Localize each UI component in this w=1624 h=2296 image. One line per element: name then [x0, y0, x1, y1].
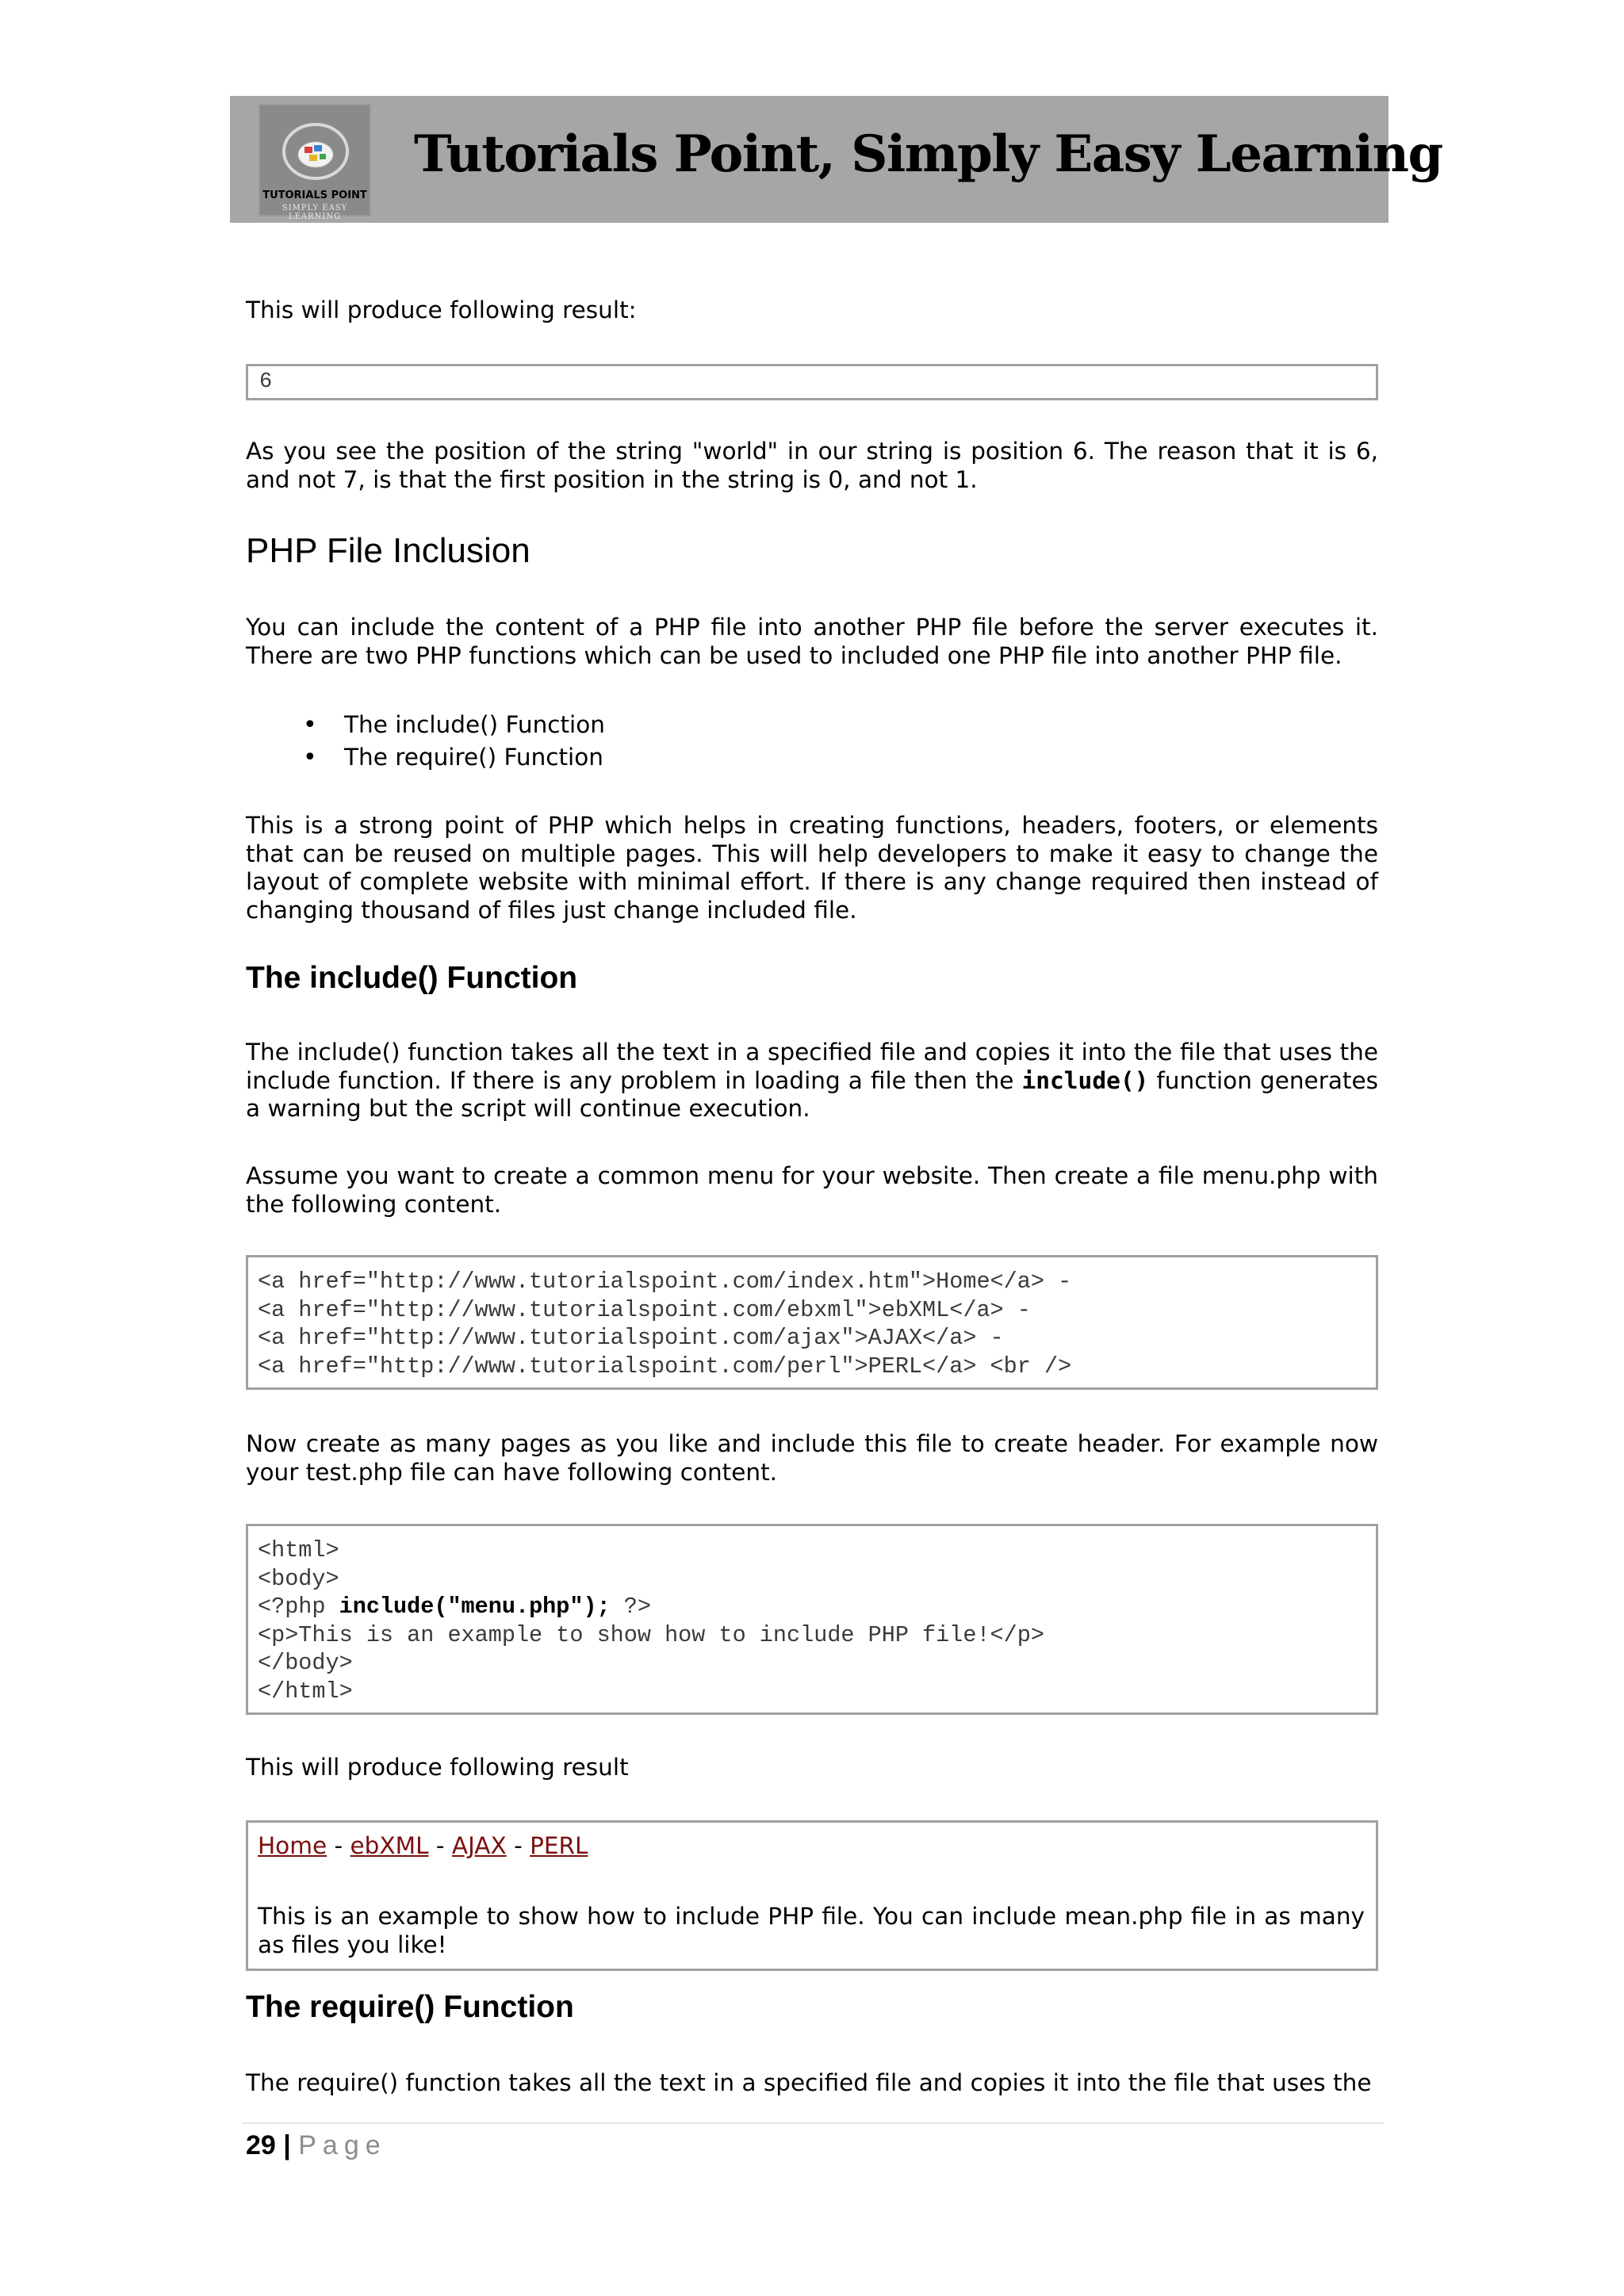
code-line: </body> — [258, 1650, 353, 1676]
code-line: </html> — [258, 1678, 353, 1705]
page-header — [230, 96, 1442, 223]
code-line — [258, 1593, 1366, 1621]
bullet-icon: • — [303, 711, 317, 739]
link-separator: - — [506, 1832, 530, 1859]
page-number: 29 — [246, 2130, 276, 2160]
output-value: 6 — [259, 370, 273, 394]
result-text: This is an example to show how to include PHP file. You can include mean.php file in as many as files you like! — [258, 1903, 1365, 1958]
paragraph-strong-point: This is a strong point of PHP which helps in creating functions, headers, footers, or elements that can be reused on multiple pages. This will help developers to make it easy to change the layout of complete website with minimal effort. If there is any change required then instead of changing thousand of files just change included file. — [246, 812, 1378, 924]
paragraph-pages: Now create as many pages as you like and include this file to create header. For example now your test.php file can have following content. — [246, 1430, 1378, 1486]
code-span: <?php — [258, 1594, 339, 1620]
result-box — [246, 1820, 1378, 1971]
inline-code-include: include() — [1021, 1066, 1149, 1094]
link-perl[interactable]: PERL — [530, 1832, 588, 1859]
logo-brand-text: TUTORIALS POINT — [262, 189, 367, 201]
list-item — [293, 744, 1324, 776]
link-ebxml[interactable]: ebXML — [350, 1832, 429, 1859]
code-block-test — [246, 1524, 1378, 1715]
paragraph-result-intro: This will produce following result: — [246, 297, 637, 323]
result-links-row — [258, 1832, 1368, 1861]
list-item — [293, 711, 1324, 744]
list-item-text: The include() Function — [344, 711, 605, 738]
paragraph-include-description — [246, 1039, 1378, 1123]
code-span: ?> — [610, 1594, 651, 1620]
link-separator: - — [428, 1832, 452, 1859]
code-line: <html> — [258, 1537, 339, 1563]
list-item-text: The require() Function — [344, 744, 603, 771]
footer-divider — [242, 2122, 1384, 2124]
text-span: function generates a warning but the script will continue execution. — [246, 1066, 1378, 1122]
link-ajax[interactable]: AJAX — [451, 1832, 507, 1859]
heading-include-function: The include() Function — [246, 961, 578, 995]
page-word: Page — [298, 2130, 387, 2160]
output-box — [246, 364, 1378, 400]
paragraph-position: As you see the position of the string "world" in our string is position 6. The reason that it is 6, and not 7, is that the first position in the string is 0, and not 1. — [246, 438, 1378, 493]
code-line: <a href="http://www.tutorialspoint.com/perl">PERL</a> <br /> — [258, 1353, 1072, 1380]
tutorials-point-logo — [259, 104, 371, 221]
code-line: <body> — [258, 1565, 339, 1592]
header-title: Tutorials Point, Simply Easy Learning — [414, 124, 1442, 184]
paragraph-include-intro: You can include the content of a PHP file into another PHP file before the server executes it. There are two PHP functions which can be used to included one PHP file into another PHP file. — [246, 614, 1378, 669]
code-lines — [248, 1257, 1376, 1391]
bullet-icon: • — [303, 744, 317, 771]
logo-tagline: SIMPLY EASY LEARNING — [282, 204, 348, 221]
code-line: <p>This is an example to show how to include PHP file!</p> — [258, 1621, 1044, 1648]
paragraph-result-2: This will produce following result — [246, 1754, 629, 1781]
heading-require-function: The require() Function — [246, 1990, 574, 2024]
code-line: <a href="http://www.tutorialspoint.com/ajax">AJAX</a> - — [258, 1325, 1004, 1351]
code-lines — [248, 1526, 1376, 1716]
code-include-call: include("menu.php"); — [339, 1594, 611, 1620]
heading-php-file-inclusion: PHP File Inclusion — [246, 531, 530, 570]
code-line: <a href="http://www.tutorialspoint.com/index.htm">Home</a> - — [258, 1269, 1072, 1295]
text-span: The include() function takes all the text in a specified file and copies it into the file that uses the include function. If there is any problem in loading a file then the — [246, 1039, 1378, 1094]
link-separator: - — [327, 1832, 350, 1859]
page-footer — [246, 2130, 387, 2161]
link-home[interactable]: Home — [258, 1832, 327, 1859]
paragraph-require: The require() function takes all the text in a specified file and copies it into the file that uses the — [246, 2069, 1372, 2096]
code-block-menu — [246, 1255, 1378, 1390]
paragraph-menu: Assume you want to create a common menu for your website. Then create a file menu.php with the following content. — [246, 1162, 1378, 1218]
footer-separator: | — [283, 2130, 291, 2160]
code-line: <a href="http://www.tutorialspoint.com/ebxml">ebXML</a> - — [258, 1296, 1031, 1323]
function-bullet-list — [293, 711, 1324, 776]
logo-emblem-icon — [276, 115, 355, 182]
